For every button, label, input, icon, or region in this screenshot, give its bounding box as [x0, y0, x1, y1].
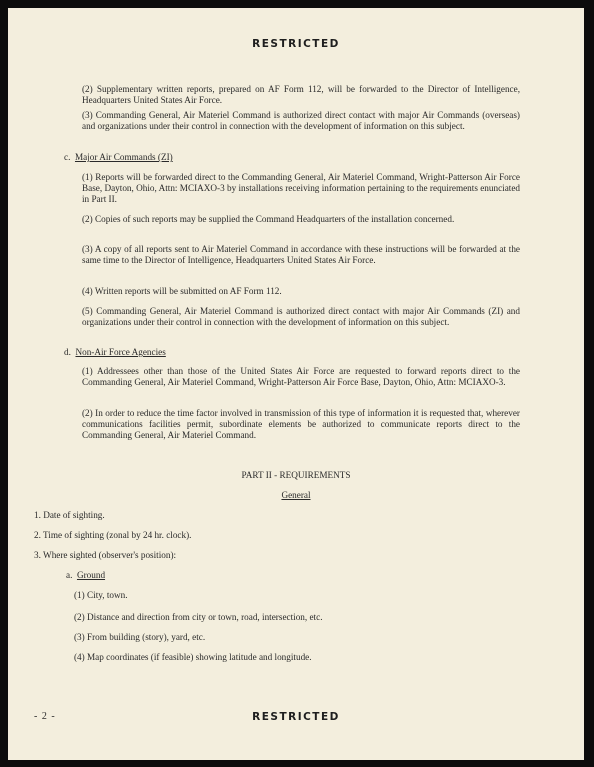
paragraph-b2: (2) Supplementary written reports, prepared on AF Form 112, will be forwarded to the Director of Intelligence, Headquarters United States Air Force. — [82, 84, 520, 106]
paragraph-c3: (3) A copy of all reports sent to Air Materiel Command in accordance with these instructions will be forwarded at the same time to the Director of Intelligence, Headquarters United States Air Force. — [82, 244, 520, 266]
paragraph-d1: (1) Addressees other than those of the United States Air Force are requested to forward reports direct to the Commanding General, Air Materiel Command, Wright-Patterson Air Force Base, Dayton, Ohio, Attn: MCIAXO-3. — [82, 366, 520, 388]
subsection-a-title: Ground — [76, 570, 106, 580]
requirement-item-3: 3. Where sighted (observer's position): — [34, 550, 177, 560]
classification-header: RESTRICTED — [252, 38, 340, 50]
section-d-letter: d. — [64, 347, 71, 357]
subsection-a-letter: a. — [66, 570, 73, 580]
paragraph-c1: (1) Reports will be forwarded direct to the Commanding General, Air Materiel Command, Wright-Patterson Air Force Base, Dayton, Ohio, Attn: MCIAXO-3 by installations receiving information pertaining to the requirements enunciated in Part II. — [82, 172, 520, 205]
paragraph-b3: (3) Commanding General, Air Materiel Command is authorized direct contact with major Air Commands (overseas) and organizations under their control in connection with the development of information on this subject. — [82, 110, 520, 132]
section-c-heading — [64, 152, 173, 163]
classification-footer: RESTRICTED — [252, 711, 340, 723]
requirement-item-1: 1. Date of sighting. — [34, 510, 105, 520]
paragraph-c2: (2) Copies of such reports may be supplied the Command Headquarters of the installation concerned. — [82, 214, 455, 224]
page-number: - 2 - — [34, 711, 56, 722]
subsection-a-heading — [66, 570, 105, 581]
paragraph-c5: (5) Commanding General, Air Materiel Command is authorized direct contact with major Air Commands (ZI) and organizations under their control in connection with the development of information on this subject. — [82, 306, 520, 328]
section-d-title: Non-Air Force Agencies — [75, 347, 166, 357]
ground-item-2: (2) Distance and direction from city or town, road, intersection, etc. — [74, 612, 323, 622]
ground-item-3: (3) From building (story), yard, etc. — [74, 632, 206, 642]
ground-item-4: (4) Map coordinates (if feasible) showing latitude and longitude. — [74, 652, 312, 662]
section-c-letter: c. — [64, 152, 71, 162]
paragraph-c4: (4) Written reports will be submitted on AF Form 112. — [82, 286, 282, 296]
ground-item-1: (1) City, town. — [74, 590, 128, 600]
requirement-item-2: 2. Time of sighting (zonal by 24 hr. clock). — [34, 530, 192, 540]
paragraph-d2: (2) In order to reduce the time factor involved in transmission of this type of information it is requested that, wherever communications facilities permit, subordinate elements be authorized to communicate reports direct to the Commanding General, Air Materiel Command. — [82, 408, 520, 441]
part-two-title: PART II - REQUIREMENTS — [241, 470, 351, 480]
document-page — [8, 8, 584, 760]
part-two-subtitle: General — [281, 490, 311, 500]
section-c-title: Major Air Commands (ZI) — [74, 152, 173, 162]
section-d-heading — [64, 347, 166, 358]
